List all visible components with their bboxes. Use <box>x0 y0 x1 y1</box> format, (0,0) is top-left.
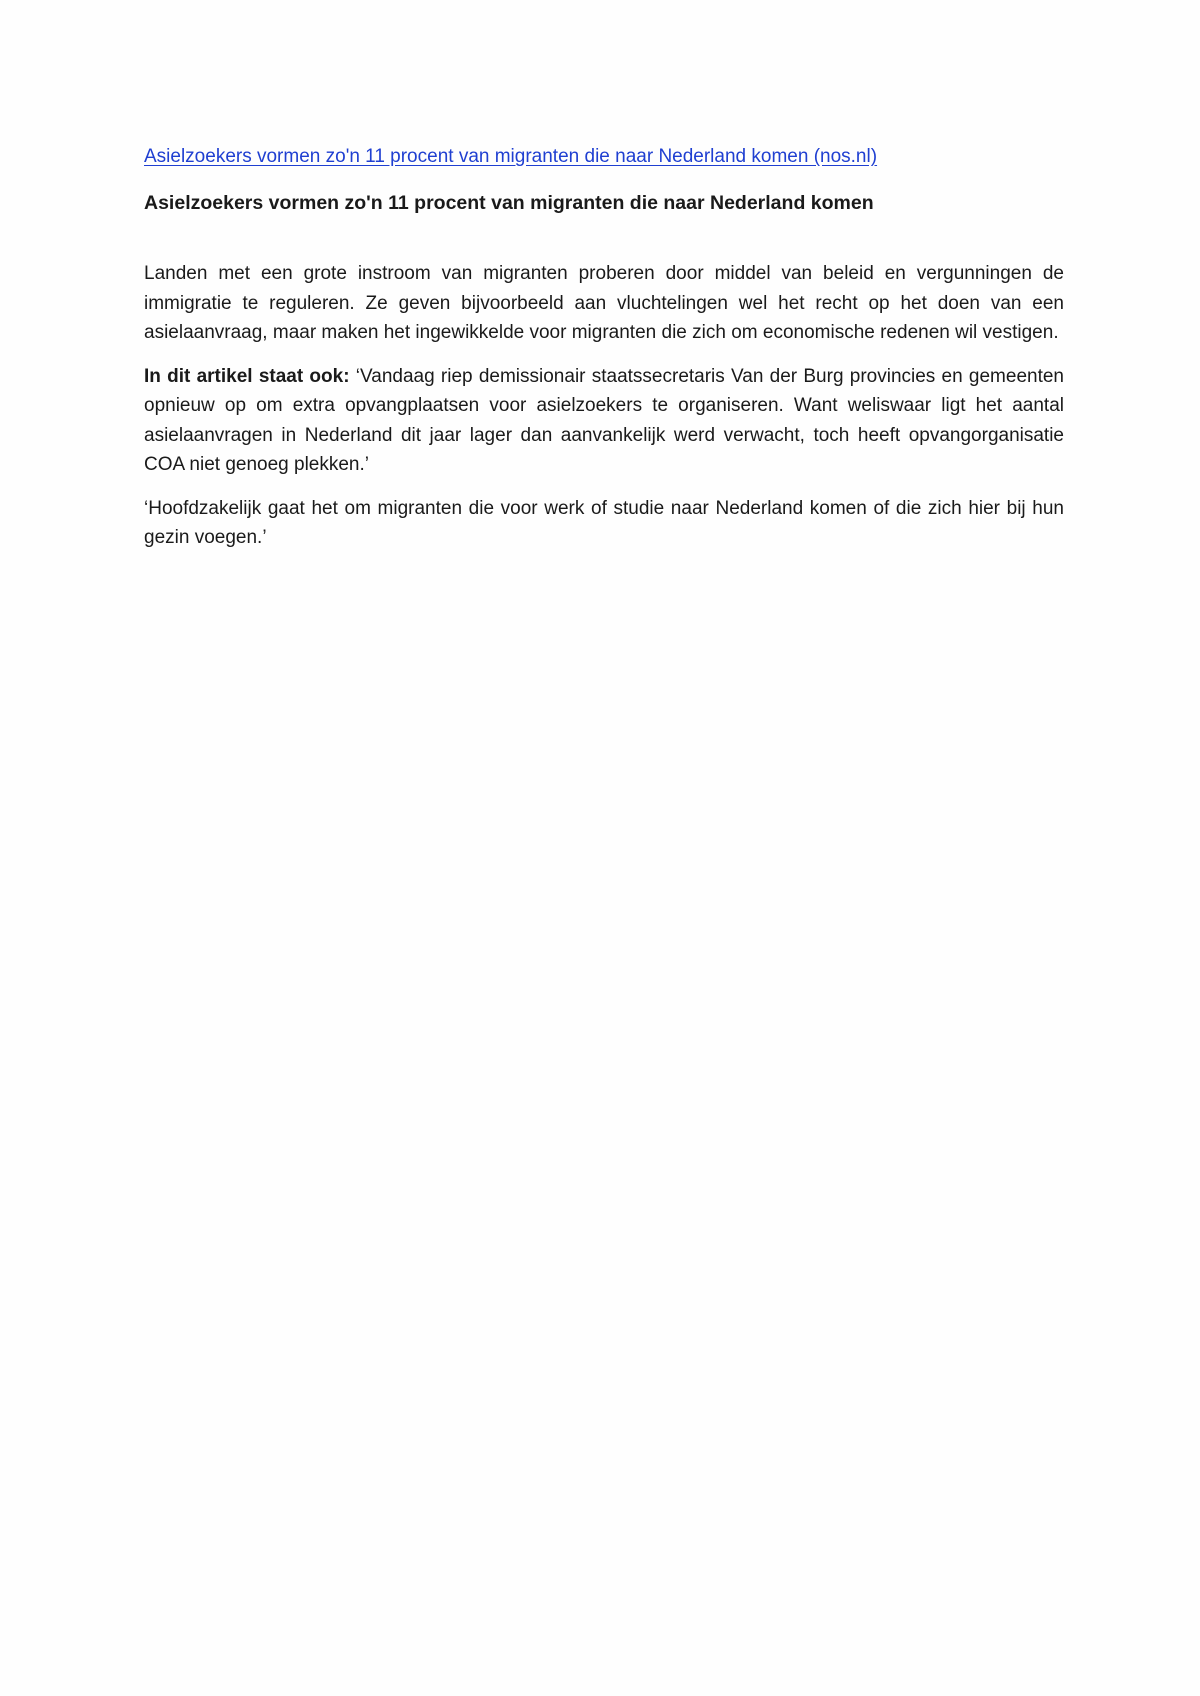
document-content <box>144 143 1064 553</box>
paragraph-3 <box>144 494 1064 553</box>
paragraph-2 <box>144 362 1064 480</box>
source-link[interactable]: Asielzoekers vormen zo'n 11 procent van migranten die naar Nederland komen (nos.nl) <box>144 146 878 167</box>
article-title: Asielzoekers vormen zo'n 11 procent van migranten die naar Nederland komen <box>144 192 874 214</box>
paragraph-1 <box>144 259 1064 348</box>
paragraph-2-lead: In dit artikel staat ook: <box>144 365 350 387</box>
paragraph-1-text: Landen met een grote instroom van migranten proberen door middel van beleid en vergunningen de immigratie te reguleren. Ze geven bijvoorbeeld aan vluchtelingen wel het recht op het doen van een asielaanvraag, maar maken het ingewikkelde voor migranten die zich om economische redenen wil vestigen. <box>144 263 1064 343</box>
paragraph-2-text: ‘Vandaag riep demissionair staatssecretaris Van der Burg provincies en gemeenten opnieuw op om extra opvangplaatsen voor asielzoekers te organiseren. Want weliswaar ligt het aantal asielaanvragen in Nederland dit jaar lager dan aanvankelijk werd verwacht, toch heeft opvangorganisatie COA niet genoeg plekken.’ <box>144 365 1064 475</box>
paragraph-3-text: ‘Hoofdzakelijk gaat het om migranten die voor werk of studie naar Nederland komen of die zich hier bij hun gezin voegen.’ <box>144 497 1064 548</box>
